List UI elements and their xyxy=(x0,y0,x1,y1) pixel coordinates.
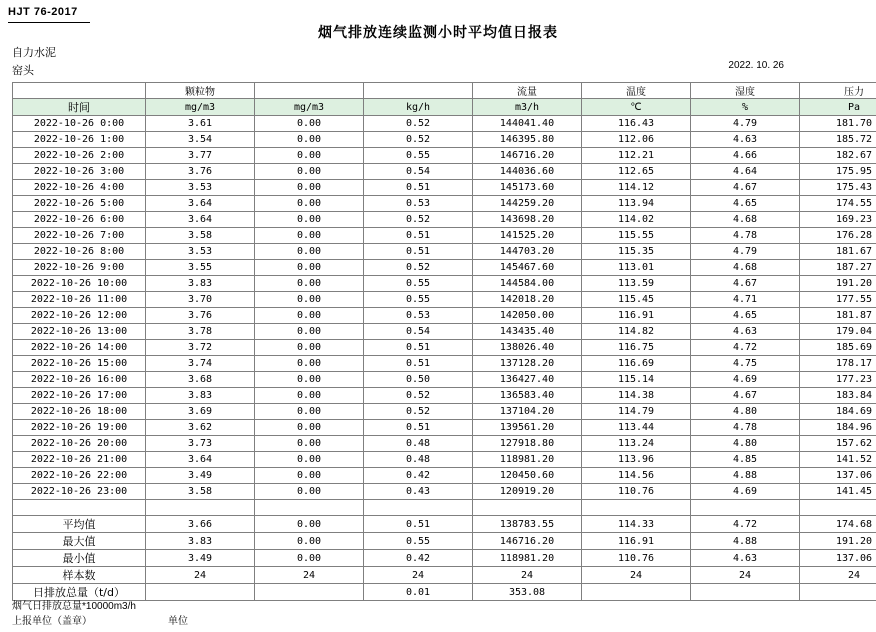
cell-flow: 138026.40 xyxy=(473,340,582,356)
cell-temp: 113.94 xyxy=(582,196,691,212)
param-header-cell-7: 压力 xyxy=(800,83,876,99)
param-header-cell-1: 颗粒物 xyxy=(146,83,255,99)
summary-value: 24 xyxy=(691,567,800,584)
summary-value: 4.63 xyxy=(691,550,800,567)
cell-time: 2022-10-26 20:00 xyxy=(13,436,146,452)
cell-pm: 3.62 xyxy=(146,420,255,436)
cell-rate: 0.52 xyxy=(364,260,473,276)
summary-value: 3.49 xyxy=(146,550,255,567)
cell-flow: 142018.20 xyxy=(473,292,582,308)
cell-rate: 0.51 xyxy=(364,420,473,436)
cell-pm: 3.53 xyxy=(146,244,255,260)
cell-pm: 3.76 xyxy=(146,308,255,324)
cell-time: 2022-10-26 14:00 xyxy=(13,340,146,356)
cell-temp: 116.75 xyxy=(582,340,691,356)
cell-temp: 116.69 xyxy=(582,356,691,372)
unit-cell-3: kg/h xyxy=(364,99,473,116)
cell-pressure: 177.23 xyxy=(800,372,876,388)
cell-humidity: 4.72 xyxy=(691,340,800,356)
spacer-cell xyxy=(364,500,473,516)
summary-value: 138783.55 xyxy=(473,516,582,533)
cell-rate: 0.55 xyxy=(364,292,473,308)
cell-pm2: 0.00 xyxy=(255,308,364,324)
param-header-cell-2 xyxy=(255,83,364,99)
table-row xyxy=(13,164,876,180)
summary-row-daily-total xyxy=(13,584,876,601)
summary-value: 0.00 xyxy=(255,550,364,567)
spacer-cell xyxy=(691,500,800,516)
cell-temp: 114.02 xyxy=(582,212,691,228)
cell-flow: 145467.60 xyxy=(473,260,582,276)
cell-pressure: 176.28 xyxy=(800,228,876,244)
cell-humidity: 4.63 xyxy=(691,324,800,340)
cell-flow: 143698.20 xyxy=(473,212,582,228)
table-row xyxy=(13,276,876,292)
cell-temp: 114.56 xyxy=(582,468,691,484)
summary-label: 平均值 xyxy=(13,516,146,533)
cell-pressure: 174.55 xyxy=(800,196,876,212)
page-title: 烟气排放连续监测小时平均值日报表 xyxy=(318,25,558,41)
cell-humidity: 4.69 xyxy=(691,484,800,500)
cell-rate: 0.50 xyxy=(364,372,473,388)
cell-humidity: 4.80 xyxy=(691,404,800,420)
cell-pressure: 175.95 xyxy=(800,164,876,180)
cell-pressure: 184.96 xyxy=(800,420,876,436)
cell-pm: 3.54 xyxy=(146,132,255,148)
standard-code: HJT 76-2017 xyxy=(8,6,78,18)
cell-temp: 113.01 xyxy=(582,260,691,276)
cell-flow: 120450.60 xyxy=(473,468,582,484)
cell-time: 2022-10-26 0:00 xyxy=(13,116,146,132)
param-header-cell-4: 流量 xyxy=(473,83,582,99)
cell-humidity: 4.71 xyxy=(691,292,800,308)
cell-time: 2022-10-26 11:00 xyxy=(13,292,146,308)
cell-rate: 0.42 xyxy=(364,468,473,484)
cell-temp: 114.79 xyxy=(582,404,691,420)
cell-flow: 137128.20 xyxy=(473,356,582,372)
spacer-cell xyxy=(13,500,146,516)
cell-pm2: 0.00 xyxy=(255,212,364,228)
cell-rate: 0.54 xyxy=(364,164,473,180)
summary-value: 24 xyxy=(473,567,582,584)
cell-humidity: 4.75 xyxy=(691,356,800,372)
cell-pm: 3.64 xyxy=(146,196,255,212)
cell-pm: 3.53 xyxy=(146,180,255,196)
summary-value: 0.51 xyxy=(364,516,473,533)
cell-flow: 141525.20 xyxy=(473,228,582,244)
cell-time: 2022-10-26 15:00 xyxy=(13,356,146,372)
cell-pm2: 0.00 xyxy=(255,372,364,388)
summary-value: 137.06 xyxy=(800,550,876,567)
param-header-row xyxy=(13,83,876,99)
unit-cell-1: mg/m3 xyxy=(146,99,255,116)
footnote-reporting-unit: 上报单位（盖章） xyxy=(12,616,92,627)
summary-value xyxy=(146,584,255,601)
summary-value: 24 xyxy=(582,567,691,584)
cell-flow: 118981.20 xyxy=(473,452,582,468)
cell-time: 2022-10-26 17:00 xyxy=(13,388,146,404)
cell-temp: 115.45 xyxy=(582,292,691,308)
cell-pressure: 137.06 xyxy=(800,468,876,484)
cell-humidity: 4.67 xyxy=(691,388,800,404)
cell-pm2: 0.00 xyxy=(255,180,364,196)
cell-time: 2022-10-26 9:00 xyxy=(13,260,146,276)
table-row xyxy=(13,452,876,468)
cell-pm: 3.74 xyxy=(146,356,255,372)
cell-humidity: 4.68 xyxy=(691,260,800,276)
cell-pm2: 0.00 xyxy=(255,132,364,148)
cell-rate: 0.48 xyxy=(364,436,473,452)
cell-pressure: 185.72 xyxy=(800,132,876,148)
cell-rate: 0.52 xyxy=(364,116,473,132)
cell-humidity: 4.65 xyxy=(691,308,800,324)
cell-pressure: 177.55 xyxy=(800,292,876,308)
table-row xyxy=(13,260,876,276)
cell-temp: 116.43 xyxy=(582,116,691,132)
cell-time: 2022-10-26 22:00 xyxy=(13,468,146,484)
table-row xyxy=(13,340,876,356)
cell-temp: 113.24 xyxy=(582,436,691,452)
cell-temp: 113.96 xyxy=(582,452,691,468)
table-row xyxy=(13,484,876,500)
cell-pm2: 0.00 xyxy=(255,292,364,308)
summary-value: 24 xyxy=(146,567,255,584)
cell-time: 2022-10-26 18:00 xyxy=(13,404,146,420)
cell-temp: 112.21 xyxy=(582,148,691,164)
cell-pressure: 179.04 xyxy=(800,324,876,340)
cell-time: 2022-10-26 6:00 xyxy=(13,212,146,228)
cell-pressure: 178.17 xyxy=(800,356,876,372)
cell-rate: 0.52 xyxy=(364,212,473,228)
table-row xyxy=(13,356,876,372)
cell-pressure: 141.52 xyxy=(800,452,876,468)
param-header-cell-6: 湿度 xyxy=(691,83,800,99)
cell-pressure: 191.20 xyxy=(800,276,876,292)
cell-pm: 3.77 xyxy=(146,148,255,164)
cell-pm2: 0.00 xyxy=(255,340,364,356)
cell-pressure: 157.62 xyxy=(800,436,876,452)
cell-pm2: 0.00 xyxy=(255,228,364,244)
table-row xyxy=(13,372,876,388)
table-row xyxy=(13,132,876,148)
table-row xyxy=(13,324,876,340)
cell-pm: 3.68 xyxy=(146,372,255,388)
cell-humidity: 4.67 xyxy=(691,276,800,292)
cell-temp: 115.14 xyxy=(582,372,691,388)
cell-temp: 112.06 xyxy=(582,132,691,148)
summary-row-samples xyxy=(13,567,876,584)
param-header-cell-0 xyxy=(13,83,146,99)
cell-humidity: 4.69 xyxy=(691,372,800,388)
spacer-row xyxy=(13,500,876,516)
cell-flow: 120919.20 xyxy=(473,484,582,500)
table-row xyxy=(13,228,876,244)
cell-flow: 144259.20 xyxy=(473,196,582,212)
cell-pm: 3.49 xyxy=(146,468,255,484)
cell-flow: 136583.40 xyxy=(473,388,582,404)
cell-rate: 0.53 xyxy=(364,308,473,324)
cell-rate: 0.52 xyxy=(364,388,473,404)
cell-humidity: 4.80 xyxy=(691,436,800,452)
cell-pressure: 182.67 xyxy=(800,148,876,164)
cell-pm: 3.61 xyxy=(146,116,255,132)
cell-flow: 145173.60 xyxy=(473,180,582,196)
summary-value: 4.88 xyxy=(691,533,800,550)
cell-pm2: 0.00 xyxy=(255,260,364,276)
summary-row-average xyxy=(13,516,876,533)
summary-value: 4.72 xyxy=(691,516,800,533)
cell-time: 2022-10-26 19:00 xyxy=(13,420,146,436)
unit-cell-4: m3/h xyxy=(473,99,582,116)
cell-time: 2022-10-26 3:00 xyxy=(13,164,146,180)
cell-time: 2022-10-26 5:00 xyxy=(13,196,146,212)
cell-pm: 3.70 xyxy=(146,292,255,308)
summary-label: 样本数 xyxy=(13,567,146,584)
cell-rate: 0.55 xyxy=(364,148,473,164)
spacer-cell xyxy=(473,500,582,516)
cell-flow: 139561.20 xyxy=(473,420,582,436)
cell-rate: 0.51 xyxy=(364,228,473,244)
cell-flow: 136427.40 xyxy=(473,372,582,388)
table-row xyxy=(13,468,876,484)
cell-humidity: 4.79 xyxy=(691,244,800,260)
spacer-cell xyxy=(800,500,876,516)
summary-row-max xyxy=(13,533,876,550)
cell-humidity: 4.66 xyxy=(691,148,800,164)
cell-flow: 144584.00 xyxy=(473,276,582,292)
cell-flow: 144703.20 xyxy=(473,244,582,260)
cell-pm: 3.78 xyxy=(146,324,255,340)
summary-value xyxy=(800,584,876,601)
cell-temp: 114.38 xyxy=(582,388,691,404)
cell-pm2: 0.00 xyxy=(255,484,364,500)
cell-pm: 3.58 xyxy=(146,228,255,244)
cell-pm: 3.83 xyxy=(146,388,255,404)
cell-humidity: 4.78 xyxy=(691,420,800,436)
cell-flow: 146716.20 xyxy=(473,148,582,164)
summary-value: 3.83 xyxy=(146,533,255,550)
cell-rate: 0.54 xyxy=(364,324,473,340)
cell-pm2: 0.00 xyxy=(255,468,364,484)
summary-value: 3.66 xyxy=(146,516,255,533)
table-row xyxy=(13,292,876,308)
cell-temp: 112.65 xyxy=(582,164,691,180)
summary-label: 日排放总量（t/d） xyxy=(13,584,146,601)
summary-value: 116.91 xyxy=(582,533,691,550)
cell-temp: 115.35 xyxy=(582,244,691,260)
summary-value: 0.55 xyxy=(364,533,473,550)
cell-pm2: 0.00 xyxy=(255,404,364,420)
table-row xyxy=(13,404,876,420)
cell-flow: 142050.00 xyxy=(473,308,582,324)
cell-flow: 144041.40 xyxy=(473,116,582,132)
cell-time: 2022-10-26 1:00 xyxy=(13,132,146,148)
unit-cell-5: ℃ xyxy=(582,99,691,116)
table-row xyxy=(13,388,876,404)
report-date: 2022. 10. 26 xyxy=(728,60,784,71)
cell-rate: 0.53 xyxy=(364,196,473,212)
cell-pm: 3.55 xyxy=(146,260,255,276)
device-name: 窑头 xyxy=(12,65,34,77)
table-row xyxy=(13,420,876,436)
summary-value: 0.42 xyxy=(364,550,473,567)
summary-value xyxy=(691,584,800,601)
cell-pm2: 0.00 xyxy=(255,356,364,372)
summary-value: 0.00 xyxy=(255,516,364,533)
cell-time: 2022-10-26 10:00 xyxy=(13,276,146,292)
cell-humidity: 4.63 xyxy=(691,132,800,148)
cell-rate: 0.48 xyxy=(364,452,473,468)
cell-pressure: 184.69 xyxy=(800,404,876,420)
unit-header-row xyxy=(13,99,876,116)
cell-humidity: 4.79 xyxy=(691,116,800,132)
cell-time: 2022-10-26 13:00 xyxy=(13,324,146,340)
table-row xyxy=(13,196,876,212)
table-row xyxy=(13,436,876,452)
table-row xyxy=(13,308,876,324)
summary-value: 174.68 xyxy=(800,516,876,533)
summary-value xyxy=(255,584,364,601)
cell-flow: 146395.80 xyxy=(473,132,582,148)
cell-flow: 144036.60 xyxy=(473,164,582,180)
cell-rate: 0.52 xyxy=(364,404,473,420)
summary-value: 110.76 xyxy=(582,550,691,567)
param-header-cell-3 xyxy=(364,83,473,99)
cell-pressure: 185.69 xyxy=(800,340,876,356)
summary-label: 最小值 xyxy=(13,550,146,567)
cell-pressure: 181.87 xyxy=(800,308,876,324)
cell-pm: 3.64 xyxy=(146,212,255,228)
cell-humidity: 4.68 xyxy=(691,212,800,228)
cell-temp: 115.55 xyxy=(582,228,691,244)
report-table xyxy=(12,82,876,601)
summary-row-min xyxy=(13,550,876,567)
table-row xyxy=(13,212,876,228)
cell-humidity: 4.78 xyxy=(691,228,800,244)
cell-pm2: 0.00 xyxy=(255,452,364,468)
cell-temp: 113.59 xyxy=(582,276,691,292)
cell-pm2: 0.00 xyxy=(255,420,364,436)
cell-humidity: 4.67 xyxy=(691,180,800,196)
cell-pressure: 141.45 xyxy=(800,484,876,500)
unit-cell-2: mg/m3 xyxy=(255,99,364,116)
cell-pm2: 0.00 xyxy=(255,116,364,132)
cell-rate: 0.43 xyxy=(364,484,473,500)
summary-value: 0.00 xyxy=(255,533,364,550)
summary-value: 24 xyxy=(364,567,473,584)
cell-pressure: 187.27 xyxy=(800,260,876,276)
summary-value: 191.20 xyxy=(800,533,876,550)
summary-value: 146716.20 xyxy=(473,533,582,550)
footnote-total-formula: 烟气日排放总量*10000m3/h xyxy=(12,601,136,612)
table-row xyxy=(13,148,876,164)
footnote-unit: 单位 xyxy=(168,616,188,627)
cell-pm: 3.58 xyxy=(146,484,255,500)
cell-time: 2022-10-26 16:00 xyxy=(13,372,146,388)
cell-pressure: 169.23 xyxy=(800,212,876,228)
summary-label: 最大值 xyxy=(13,533,146,550)
cell-pm2: 0.00 xyxy=(255,324,364,340)
cell-rate: 0.51 xyxy=(364,340,473,356)
cell-humidity: 4.64 xyxy=(691,164,800,180)
cell-time: 2022-10-26 7:00 xyxy=(13,228,146,244)
spacer-cell xyxy=(582,500,691,516)
cell-flow: 137104.20 xyxy=(473,404,582,420)
cell-pm2: 0.00 xyxy=(255,276,364,292)
summary-value: 0.01 xyxy=(364,584,473,601)
cell-temp: 113.44 xyxy=(582,420,691,436)
unit-cell-6: % xyxy=(691,99,800,116)
cell-humidity: 4.85 xyxy=(691,452,800,468)
spacer-cell xyxy=(146,500,255,516)
cell-temp: 114.12 xyxy=(582,180,691,196)
cell-temp: 110.76 xyxy=(582,484,691,500)
cell-time: 2022-10-26 8:00 xyxy=(13,244,146,260)
cell-time: 2022-10-26 21:00 xyxy=(13,452,146,468)
cell-time: 2022-10-26 23:00 xyxy=(13,484,146,500)
cell-flow: 127918.80 xyxy=(473,436,582,452)
cell-time: 2022-10-26 2:00 xyxy=(13,148,146,164)
cell-pm2: 0.00 xyxy=(255,164,364,180)
cell-pm: 3.76 xyxy=(146,164,255,180)
company-name: 自力水泥 xyxy=(12,47,56,59)
cell-pm2: 0.00 xyxy=(255,148,364,164)
spacer-cell xyxy=(255,500,364,516)
unit-cell-7: Pa xyxy=(800,99,876,116)
summary-value: 24 xyxy=(255,567,364,584)
cell-pressure: 181.70 xyxy=(800,116,876,132)
cell-pm: 3.73 xyxy=(146,436,255,452)
summary-value xyxy=(582,584,691,601)
cell-rate: 0.51 xyxy=(364,356,473,372)
cell-pm: 3.83 xyxy=(146,276,255,292)
param-header-cell-5: 温度 xyxy=(582,83,691,99)
cell-rate: 0.51 xyxy=(364,244,473,260)
cell-rate: 0.55 xyxy=(364,276,473,292)
table-row xyxy=(13,180,876,196)
table-row xyxy=(13,244,876,260)
summary-value: 24 xyxy=(800,567,876,584)
cell-temp: 116.91 xyxy=(582,308,691,324)
summary-value: 353.08 xyxy=(473,584,582,601)
cell-pm2: 0.00 xyxy=(255,196,364,212)
cell-flow: 143435.40 xyxy=(473,324,582,340)
cell-pm2: 0.00 xyxy=(255,244,364,260)
cell-time: 2022-10-26 12:00 xyxy=(13,308,146,324)
cell-pressure: 181.67 xyxy=(800,244,876,260)
summary-value: 118981.20 xyxy=(473,550,582,567)
cell-pressure: 183.84 xyxy=(800,388,876,404)
cell-rate: 0.51 xyxy=(364,180,473,196)
unit-cell-0: 时间 xyxy=(13,99,146,116)
cell-pm: 3.64 xyxy=(146,452,255,468)
summary-value: 114.33 xyxy=(582,516,691,533)
cell-pm: 3.72 xyxy=(146,340,255,356)
cell-pm: 3.69 xyxy=(146,404,255,420)
table-row xyxy=(13,116,876,132)
cell-temp: 114.82 xyxy=(582,324,691,340)
cell-pm2: 0.00 xyxy=(255,436,364,452)
cell-pm2: 0.00 xyxy=(255,388,364,404)
cell-time: 2022-10-26 4:00 xyxy=(13,180,146,196)
cell-humidity: 4.88 xyxy=(691,468,800,484)
cell-humidity: 4.65 xyxy=(691,196,800,212)
cell-rate: 0.52 xyxy=(364,132,473,148)
cell-pressure: 175.43 xyxy=(800,180,876,196)
